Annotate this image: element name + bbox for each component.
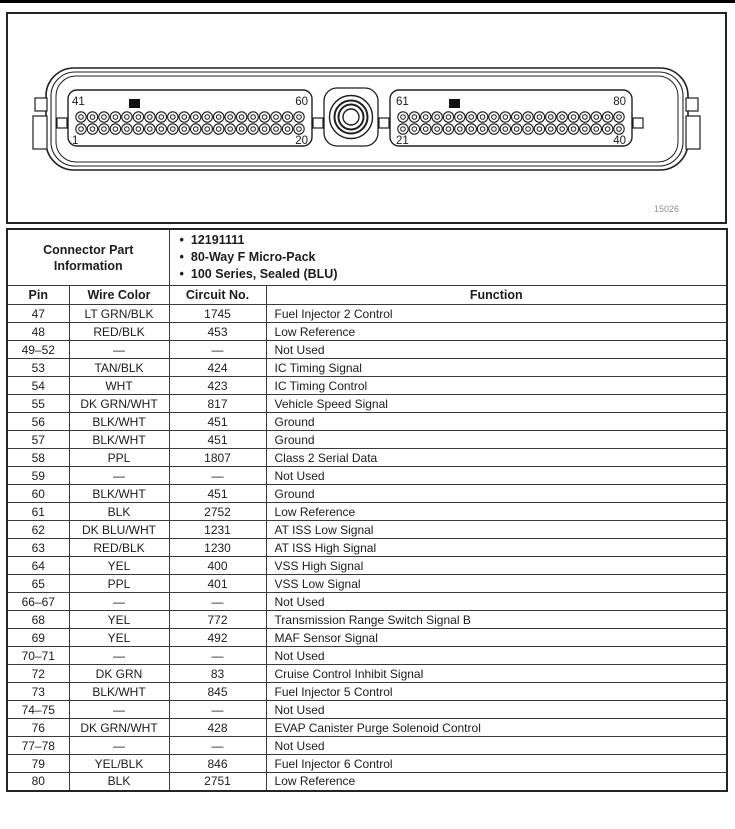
pin-cavity [179,124,189,134]
pin-cavity [398,112,408,122]
pin-cell: 57 [7,431,69,449]
pin-cavity [511,124,521,134]
function-cell: MAF Sensor Signal [266,629,727,647]
table-row [7,611,727,629]
pin-cell: 79 [7,755,69,773]
table-row [7,755,727,773]
pin-cell: 60 [7,485,69,503]
circuit-no-cell: 400 [169,557,266,575]
table-row [7,413,727,431]
pin-61-label: 61 [396,96,409,108]
table-row [7,341,727,359]
table-row [7,467,727,485]
circuit-no-cell: 772 [169,611,266,629]
pin-cavity [202,124,212,134]
pin-cavity [236,124,246,134]
wire-color-cell: YEL [69,611,169,629]
bullet-icon: • [179,250,184,264]
figure-number: 15026 [653,204,679,214]
table-row [7,647,727,665]
circuit-no-cell: 424 [169,359,266,377]
pin-60-label: 60 [295,96,308,108]
pin-cavity [443,124,453,134]
pin-cell: 47 [7,305,69,323]
circuit-no-cell: 451 [169,413,266,431]
wire-color-cell: — [69,701,169,719]
pin-cavity [99,112,109,122]
wire-color-cell: LT GRN/BLK [69,305,169,323]
series-item: • 100 Series, Sealed (BLU) [179,267,338,281]
pin-cavity [191,124,201,134]
wire-color-cell: PPL [69,575,169,593]
circuit-no-cell: 83 [169,665,266,683]
pin-cavity [409,124,419,134]
pin-cell: 49–52 [7,341,69,359]
wire-color-cell: BLK [69,503,169,521]
pin-cavity [202,112,212,122]
circuit-no-cell: 2752 [169,503,266,521]
table-row [7,629,727,647]
wire-color-cell: TAN/BLK [69,359,169,377]
bolt-hole [324,88,378,146]
pin-cavity [110,112,120,122]
pin-cavity [432,112,442,122]
pin-cavity [568,124,578,134]
function-cell: Cruise Control Inhibit Signal [266,665,727,683]
pin-cavity [156,112,166,122]
pin-cell: 55 [7,395,69,413]
circuit-no-cell: 451 [169,431,266,449]
pin-cavity [145,124,155,134]
table-row [7,701,727,719]
pin-cavity [110,124,120,134]
pin-cavity [248,124,258,134]
wire-color-cell: BLK/WHT [69,683,169,701]
table-row [7,305,727,323]
pin-cell: 64 [7,557,69,575]
pin-cavity [602,124,612,134]
circuit-no-cell: 1807 [169,449,266,467]
table-row [7,575,727,593]
pin-cell: 70–71 [7,647,69,665]
pin-cavity [133,124,143,134]
pin-cavity [271,124,281,134]
pin-cavity [557,112,567,122]
pin-cavity [294,112,304,122]
bullet-icon: • [179,267,184,281]
function-cell: Low Reference [266,323,727,341]
pin-cavity [225,112,235,122]
function-cell: Class 2 Serial Data [266,449,727,467]
function-cell: Low Reference [266,503,727,521]
connector-diagram [8,14,725,222]
pin-cavity [213,124,223,134]
pin-1-label: 1 [72,135,79,147]
pin-cavity [168,124,178,134]
pin-cavity [259,112,269,122]
pin-cell: 61 [7,503,69,521]
circuit-no-cell: 423 [169,377,266,395]
wire-color-cell: RED/BLK [69,539,169,557]
connector-part-information-title: Connector Part Information [7,229,169,286]
pin-cavity [614,124,624,134]
function-cell: Ground [266,485,727,503]
pin-cavity [602,112,612,122]
connector-figure [6,12,727,224]
pin-cavity [466,112,476,122]
keying-marker-left [129,99,140,108]
wire-color-cell: DK GRN [69,665,169,683]
pin-cell: 59 [7,467,69,485]
pin-cell: 68 [7,611,69,629]
pin-cavity [236,112,246,122]
function-cell: Not Used [266,467,727,485]
pin-cavity [122,112,132,122]
table-row [7,395,727,413]
pin-21-label: 21 [396,135,409,147]
pin-cavity [443,112,453,122]
wire-color-cell: — [69,593,169,611]
circuit-no-cell: 428 [169,719,266,737]
top-rule [0,0,735,3]
wire-color-cell: YEL [69,629,169,647]
pin-cavity [87,112,97,122]
table-header-row [7,286,727,305]
function-cell: Ground [266,413,727,431]
wire-color-cell: RED/BLK [69,323,169,341]
function-cell: EVAP Canister Purge Solenoid Control [266,719,727,737]
pin-cavity [421,124,431,134]
pin-cavity [282,124,292,134]
pin-cell: 58 [7,449,69,467]
pin-cavity [580,124,590,134]
pin-cavity [432,124,442,134]
pin-cell: 62 [7,521,69,539]
function-cell: VSS High Signal [266,557,727,575]
table-row [7,521,727,539]
function-cell: AT ISS Low Signal [266,521,727,539]
pin-cell: 54 [7,377,69,395]
wire-color-cell: BLK/WHT [69,413,169,431]
circuit-no-header: Circuit No. [169,286,266,305]
function-cell: Ground [266,431,727,449]
pin-cavity [213,112,223,122]
circuit-no-cell: 401 [169,575,266,593]
pin-cavity [156,124,166,134]
circuit-no-cell: — [169,593,266,611]
function-cell: Not Used [266,737,727,755]
pin-cavity [523,112,533,122]
circuit-no-cell: 2751 [169,773,266,791]
pin-cavity [591,124,601,134]
wire-color-header: Wire Color [69,286,169,305]
pin-cavity [455,112,465,122]
pin-cavity [225,124,235,134]
circuit-no-cell: 453 [169,323,266,341]
wire-color-cell: YEL [69,557,169,575]
pin-cavity [500,124,510,134]
pin-cavity [145,112,155,122]
table-row [7,539,727,557]
pin-cavity [271,112,281,122]
wire-color-cell: — [69,467,169,485]
connector-part-information-details [169,229,727,286]
table-row [7,359,727,377]
wire-color-cell: WHT [69,377,169,395]
pin-cavity [76,112,86,122]
wire-color-cell: PPL [69,449,169,467]
pin-header: Pin [7,286,69,305]
function-cell: Not Used [266,647,727,665]
pin-cavity [477,112,487,122]
table-row [7,377,727,395]
connector-info-row [7,229,727,286]
function-cell: Transmission Range Switch Signal B [266,611,727,629]
function-header: Function [266,286,727,305]
pin-cavity [557,124,567,134]
table-row [7,557,727,575]
pin-cavity [489,124,499,134]
pin-cavity [122,124,132,134]
function-cell: Not Used [266,593,727,611]
pin-cavity [546,124,556,134]
pin-cell: 66–67 [7,593,69,611]
pin-cavity [477,124,487,134]
circuit-no-cell: — [169,467,266,485]
circuit-no-cell: — [169,737,266,755]
table-row [7,665,727,683]
pin-cell: 56 [7,413,69,431]
circuit-no-cell: 846 [169,755,266,773]
pin-cavity [282,112,292,122]
table-row [7,503,727,521]
part-number-item: • 12191111 [179,233,245,247]
function-cell: Not Used [266,341,727,359]
wire-color-cell: YEL/BLK [69,755,169,773]
function-cell: Not Used [266,701,727,719]
pin-cell: 53 [7,359,69,377]
pin-cell: 76 [7,719,69,737]
pin-cavity [191,112,201,122]
wire-color-cell: DK GRN/WHT [69,719,169,737]
pin-cavity [489,112,499,122]
pin-cavity [580,112,590,122]
circuit-no-cell: 492 [169,629,266,647]
table-row [7,683,727,701]
pin-cavity [591,112,601,122]
function-cell: Low Reference [266,773,727,791]
table-row [7,719,727,737]
table-row [7,431,727,449]
function-cell: VSS Low Signal [266,575,727,593]
circuit-no-cell: 1231 [169,521,266,539]
pin-cavity [546,112,556,122]
wire-color-cell: — [69,647,169,665]
wire-color-cell: BLK/WHT [69,485,169,503]
function-cell: Vehicle Speed Signal [266,395,727,413]
function-cell: IC Timing Signal [266,359,727,377]
circuit-no-cell: 817 [169,395,266,413]
table-row [7,593,727,611]
circuit-no-cell: — [169,647,266,665]
function-cell: IC Timing Control [266,377,727,395]
pin-cavity [511,112,521,122]
circuit-no-cell: 1745 [169,305,266,323]
pin-cavity [248,112,258,122]
pinout-table [6,228,728,792]
function-cell: Fuel Injector 5 Control [266,683,727,701]
pin-cavity [409,112,419,122]
pin-cavity [398,124,408,134]
pin-cavity [168,112,178,122]
pin-cavity [87,124,97,134]
circuit-no-cell: 1230 [169,539,266,557]
pin-cavity [523,124,533,134]
table-row [7,449,727,467]
pin-cavity [534,124,544,134]
pin-cavity [99,124,109,134]
pin-cavity [466,124,476,134]
pin-cell: 48 [7,323,69,341]
table-row [7,737,727,755]
function-cell: Fuel Injector 2 Control [266,305,727,323]
pin-40-label: 40 [613,135,626,147]
pin-cell: 74–75 [7,701,69,719]
pin-cell: 69 [7,629,69,647]
pin-20-label: 20 [295,135,308,147]
wire-color-cell: — [69,737,169,755]
pin-cavity [500,112,510,122]
pin-cell: 73 [7,683,69,701]
pin-41-label: 41 [72,96,85,108]
pin-cavity [259,124,269,134]
pin-cavity [455,124,465,134]
circuit-no-cell: 451 [169,485,266,503]
pin-cavity [179,112,189,122]
pin-cavity [568,112,578,122]
circuit-no-cell: — [169,701,266,719]
wire-color-cell: DK GRN/WHT [69,395,169,413]
pin-cell: 65 [7,575,69,593]
wire-color-cell: BLK/WHT [69,431,169,449]
function-cell: AT ISS High Signal [266,539,727,557]
wire-color-cell: — [69,341,169,359]
pin-cavity [614,112,624,122]
pin-cell: 63 [7,539,69,557]
pin-cavity [421,112,431,122]
wire-color-cell: DK BLU/WHT [69,521,169,539]
circuit-no-cell: 845 [169,683,266,701]
pin-cavity [294,124,304,134]
pin-cell: 77–78 [7,737,69,755]
pin-cavity [133,112,143,122]
table-row [7,323,727,341]
keying-marker-right [449,99,460,108]
pin-cavity [76,124,86,134]
connector-type-item: • 80-Way F Micro-Pack [179,250,316,264]
pin-cavity [534,112,544,122]
wire-color-cell: BLK [69,773,169,791]
table-row [7,773,727,791]
pin-80-label: 80 [613,96,626,108]
pin-cell: 80 [7,773,69,791]
bullet-icon: • [179,233,184,247]
circuit-no-cell: — [169,341,266,359]
function-cell: Fuel Injector 6 Control [266,755,727,773]
pin-cell: 72 [7,665,69,683]
table-row [7,485,727,503]
